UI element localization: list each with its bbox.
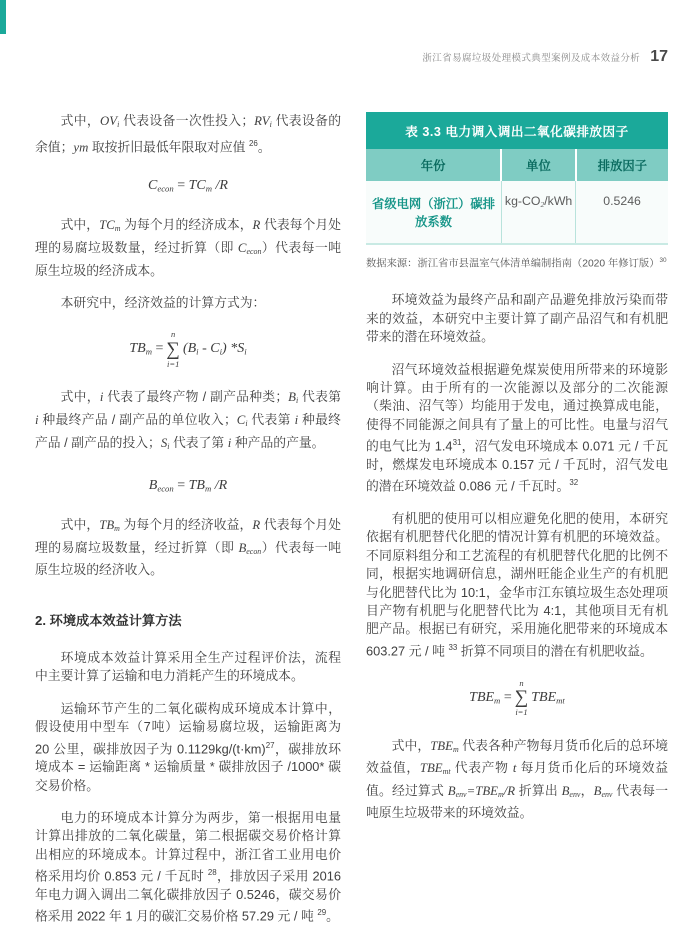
formula-tbe bbox=[366, 679, 668, 717]
page-header bbox=[0, 48, 668, 66]
table-cell-factor: 0.5246 bbox=[575, 181, 668, 243]
paragraph-transport-cost: 运输环节产生的二氧化碳构成环境成本计算中，假设使用中型车（7吨）运输易腐垃圾，运输距离为 20 公里，碳排放因子为 $0.1129kg/(t\cdot km)^{27}$，碳排放环境成本 = 运输距离 * 运输质量 * 碳排放因子 /1000* 碳交易价格。 bbox=[35, 700, 341, 793]
formula-tbm-rhs: (Bi - Ci) *Si bbox=[182, 341, 247, 357]
sigma-lower-limit: i=1 bbox=[515, 707, 528, 718]
sigma-upper-limit: n bbox=[519, 677, 524, 688]
sigma-symbol bbox=[515, 679, 529, 717]
paragraph-biogas-benefit: 沼气环境效益根据避免煤炭使用所带来的环境影响计算。由于所有的一次能源以及部分的二次能源（柴油、沼气等）均能用于发电，通过换算成电能，使得不同能源之间具有了量上的可比性。电量与沼气的电气比为 $1.4^{31}$，沼气发电环境成本 0.071 元 / 千瓦时，燃煤发电环境成本 0.157 元 / 千瓦时，沼气发电的潜在环境效益 0.086 元 / 千瓦时。$^{32}$ bbox=[366, 361, 668, 494]
table-cell-unit: kg-CO2/kWh bbox=[501, 181, 575, 243]
table-data-row bbox=[366, 181, 668, 245]
paragraph-tbe-definition: 式中，TBEm 代表各种产物每月货币化后的总环境效益值，TBEmt 代表产物 t 每月货币化后的环境效益值。经过算式 Benv=TBEm/R 折算出 Benv，Benv 代表每一吨原生垃圾带来的环境效益。 bbox=[366, 737, 669, 821]
paragraph-fertilizer-benefit: 有机肥的使用可以相应避免化肥的使用，本研究依据有机肥替代化肥的情况计算有机肥的环境效益。不同原料组分和工艺流程的有机肥替代化肥的比例不同，根据实地调研信息，湖州旺能企业生产的有机肥与化肥替代比为 10:1，金华市江东镇垃圾生态处理项目产物有机肥与化肥替代比为 4:1，其他项目无有机肥产品。根据已有研究，采用施化肥带来的环境成本 603.27 元 / 吨 $^{33}$ 折算不同项目的潜在有机肥收益。 bbox=[366, 511, 668, 659]
paragraph-tbm-definition: 式中，TBm 为每个月的经济收益，R 代表每个月处理的易腐垃圾数量，经过折算（即 Becon）代表每一吨原生垃圾的经济收入。 bbox=[35, 517, 342, 578]
formula-becon-expr: Becon = TBm /R bbox=[148, 478, 228, 494]
paragraph-i-definition: 式中，i 代表了最终产物 / 副产品种类；Bi 代表第 i 种最终产品 / 副产品的单位收入；Ci 代表第 i 种最终产品 / 副产品的投入；Si 代表了第 i 种产品的产量。 bbox=[35, 389, 341, 451]
page-number: 17 bbox=[650, 48, 668, 65]
table-title: 表 3.3 电力调入调出二氧化碳排放因子 bbox=[366, 112, 668, 149]
table-header-unit: 单位 bbox=[500, 149, 575, 181]
emission-factor-table bbox=[366, 112, 668, 245]
paragraph-tcm-definition: 式中，TCm 为每个月的经济成本，R 代表每个月处理的易腐垃圾数量，经过折算（即 Cecon）代表每一吨原生垃圾的经济成本。 bbox=[35, 217, 341, 278]
table-header-factor: 排放因子 bbox=[575, 149, 668, 181]
paragraph-power-cost: 电力的环境成本计算分为两步，第一根据用电量计算出排放的二氧化碳量，第二根据碳交易价格计算出相应的环境成本。计算过程中，浙江省工业用电价格采用均价 0.853 元 / 千瓦时 $^{28}$，排放因子采用 2016 年电力调入调出二氧化碳排放因子 0.5246，碳交易价格采用 2022 年 1 月的碳汇交易价格 57.29 元 / 吨 $^{29}$。 bbox=[35, 810, 341, 924]
sigma-symbol bbox=[166, 330, 180, 368]
paragraph-econ-benefit-intro: 本研究中，经济效益的计算方式为： bbox=[60, 294, 266, 310]
sigma-glyph: ∑ bbox=[166, 338, 180, 360]
paragraph-env-benefit: 环境效益为最终产品和副产品避免排放污染而带来的效益，本研究中主要计算了副产品沼气和有机肥带来的潜在环境效益。 bbox=[366, 292, 668, 345]
paragraph-ov-definition: 式中，OVi 代表设备一次性投入；RVi 代表设备的余值；ym 取按折旧最低年限取对应值 $^{26}$。 bbox=[35, 113, 342, 154]
formula-cecon-expr: Cecon = TCm /R bbox=[148, 178, 228, 194]
two-column-layout bbox=[35, 112, 668, 940]
formula-becon bbox=[35, 478, 341, 494]
right-column bbox=[366, 112, 668, 940]
sigma-glyph: ∑ bbox=[514, 687, 529, 709]
formula-tbe-rhs: TBEmt bbox=[531, 689, 565, 705]
formula-tbm-lhs: TBm = bbox=[129, 341, 164, 357]
left-column bbox=[35, 112, 341, 940]
formula-cecon bbox=[35, 178, 341, 194]
table-cell-grid-name: 省级电网（浙江）碳排放系数 bbox=[372, 197, 496, 229]
running-head-title: 浙江省易腐垃圾处理模式典型案例及成本效益分析 bbox=[422, 53, 641, 64]
sigma-lower-limit: i=1 bbox=[166, 358, 180, 369]
table-source-note: 数据来源：浙江省市县温室气体清单编制指南（2020 年修订版）$^{30}$ bbox=[366, 257, 667, 270]
table-header-row bbox=[366, 149, 668, 181]
sigma-upper-limit: n bbox=[171, 329, 176, 340]
page-corner-mark bbox=[0, 0, 6, 34]
formula-tbm bbox=[35, 330, 341, 368]
table-header-year: 年份 bbox=[420, 159, 446, 173]
section-heading-env-cost: 2. 环境成本效益计算方法 bbox=[35, 612, 182, 628]
formula-tbe-lhs: TBEm = bbox=[469, 689, 512, 705]
paragraph-env-method: 环境成本效益计算采用全生产过程评价法，流程中主要计算了运输和电力消耗产生的环境成本。 bbox=[35, 649, 341, 684]
